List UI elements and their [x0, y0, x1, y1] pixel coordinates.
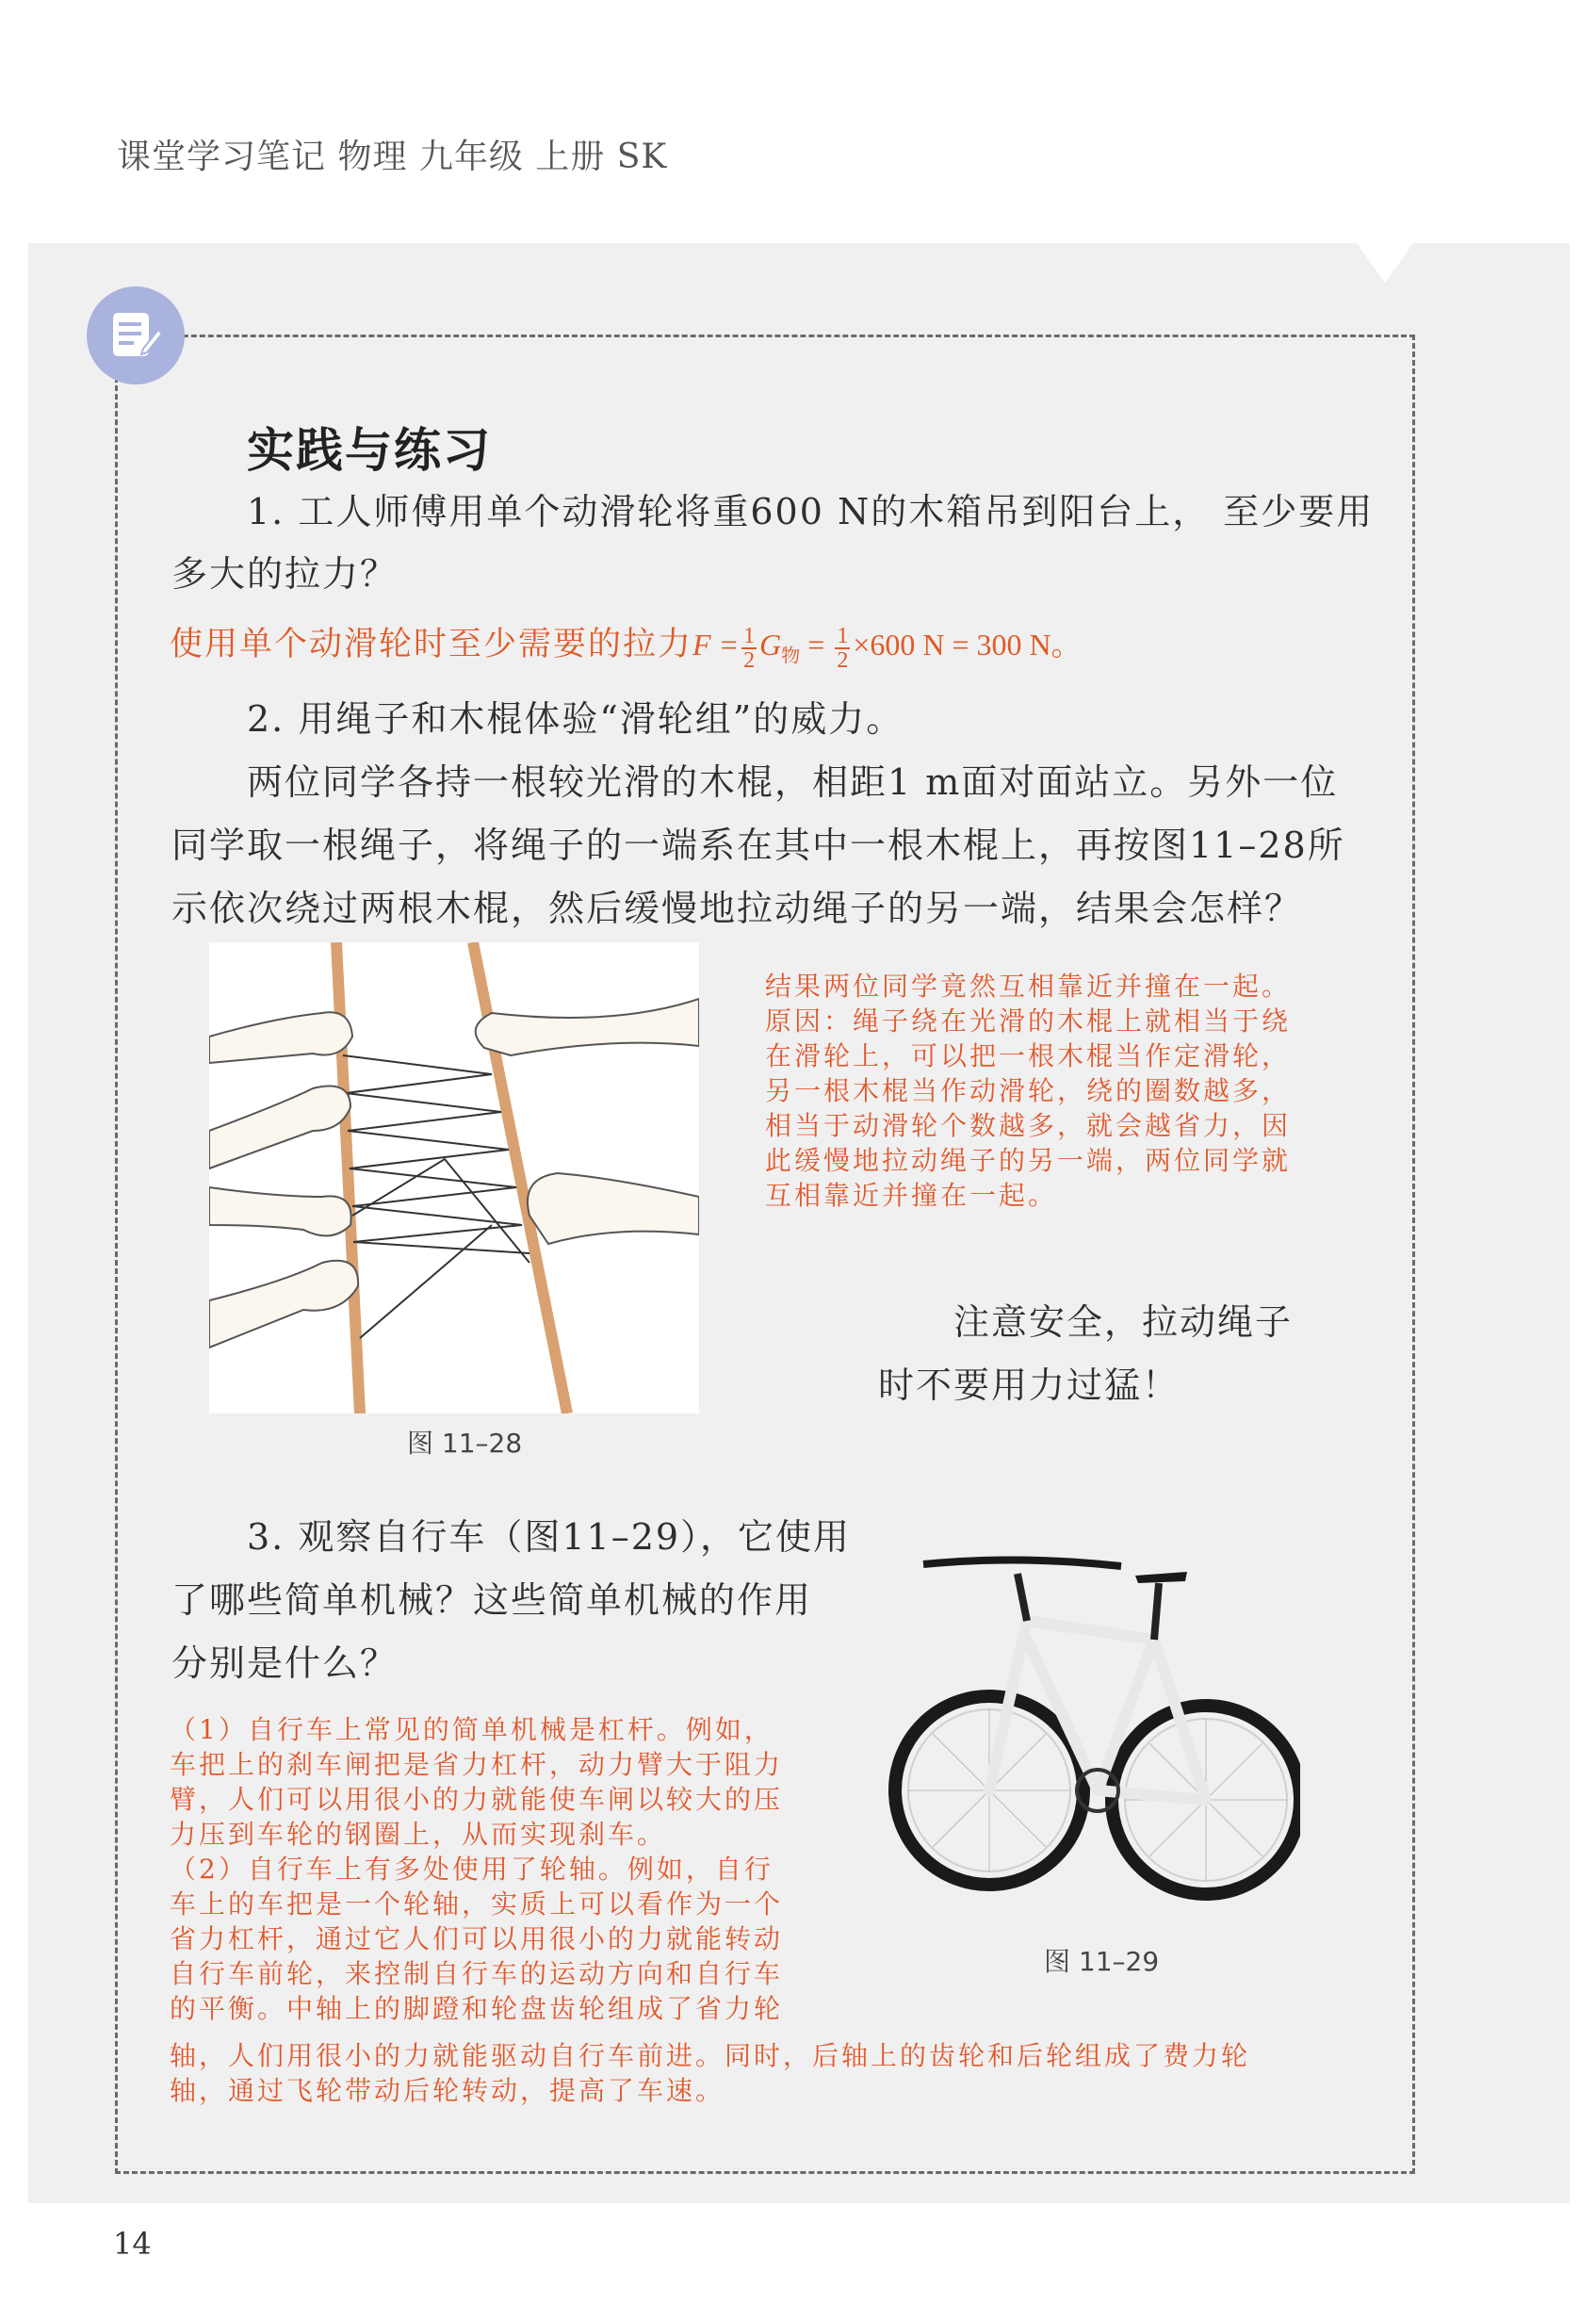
- question-3-line-2: 了哪些简单机械？这些简单机械的作用: [171, 1579, 813, 1621]
- safety-note-line-1: 注意安全，拉动绳子: [953, 1301, 1294, 1343]
- question-2-line-1: 2. 用绳子和木棍体验“滑轮组”的威力。: [247, 698, 904, 740]
- page-header: 课堂学习笔记 物理 九年级 上册 SK: [117, 138, 668, 176]
- answer-2-line: 结果两位同学竟然互相靠近并撞在一起。: [765, 971, 1292, 1002]
- page-number: 14: [113, 2226, 152, 2262]
- question-2-line-4: 示依次绕过两根木棍，然后缓慢地拉动绳子的另一端，结果会怎样？: [171, 888, 1303, 929]
- answer-3: [170, 1712, 783, 2026]
- figure-caption-11-28: 图 11–28: [407, 1428, 523, 1459]
- answer-2-line: 相当于动滑轮个数越多，就会越省力，因: [765, 1110, 1292, 1141]
- answer-2-line: 此缓慢地拉动绳子的另一端，两位同学就: [765, 1145, 1292, 1176]
- formula-force: F =: [692, 628, 740, 662]
- answer-3-line: 轴，通过飞轮带动后轮转动，提高了车速。: [170, 2075, 725, 2106]
- question-1-line-1: 1. 工人师傅用单个动滑轮将重600 N的木箱吊到阳台上， 至少要用: [247, 491, 1375, 532]
- sticks-rope-illustration: [209, 942, 699, 1413]
- question-2-line-2: 两位同学各持一根较光滑的木棍，相距1 m面对面站立。另外一位: [247, 761, 1339, 803]
- answer-3-continued: [170, 2038, 1250, 2108]
- answer-3-line: 臂，人们可以用很小的力就能使车闸以较大的压: [170, 1784, 784, 1815]
- question-3-line-1: 3. 观察自行车（图11–29），它使用: [247, 1516, 852, 1558]
- answer-3-line: 车上的车把是一个轮轴，实质上可以看作为一个: [170, 1888, 784, 1920]
- answer-3-line: 省力杠杆，通过它人们可以用很小的力就能转动: [170, 1923, 784, 1954]
- figure-caption-11-29: 图 11–29: [1044, 1946, 1160, 1977]
- fraction-numerator-2: 1: [837, 623, 849, 648]
- fraction-denominator: 2: [743, 647, 756, 673]
- safety-note-line-2: 时不要用力过猛！: [878, 1364, 1181, 1406]
- answer-2-line: 互相靠近并撞在一起。: [765, 1180, 1058, 1211]
- bicycle-photo: [886, 1517, 1300, 1922]
- answer-2-line: 另一根木棍当作动滑轮，绕的圈数越多，: [765, 1075, 1292, 1106]
- answer-3-line: （1）自行车上常见的简单机械是杠杆。例如，: [170, 1714, 774, 1745]
- question-1-line-2: 多大的拉力？: [171, 553, 399, 595]
- panel-notch: [1357, 243, 1413, 283]
- answer-3-line: 力压到车轮的钢圈上，从而实现刹车。: [170, 1819, 667, 1850]
- answer-3-line: 车把上的刹车闸把是省力杠杆，动力臂大于阻力: [170, 1749, 784, 1780]
- formula-result: ×600 N = 300 N。: [853, 628, 1082, 662]
- answer-3-line: 自行车前轮，来控制自行车的运动方向和自行车: [170, 1958, 784, 1989]
- notebook-pen-icon: [87, 286, 185, 384]
- answer-3-line: 的平衡。中轴上的脚蹬和轮盘齿轮组成了省力轮: [170, 1993, 784, 2024]
- answer-2: [765, 969, 1291, 1213]
- answer-3-line: 轴，人们用很小的力就能驱动自行车前进。同时，后轴上的齿轮和后轮组成了费力轮: [170, 2040, 1251, 2071]
- answer-3-line: （2）自行车上有多处使用了轮轴。例如，自行: [170, 1854, 774, 1885]
- answer-1-text: 使用单个动滑轮时至少需要的拉力: [170, 626, 693, 663]
- answer-1: [170, 618, 1082, 672]
- fraction-numerator: 1: [743, 623, 756, 648]
- question-3-line-3: 分别是什么？: [171, 1642, 399, 1684]
- answer-2-line: 在滑轮上，可以把一根木棍当作定滑轮，: [765, 1040, 1292, 1071]
- formula-equals: =: [807, 628, 825, 662]
- fraction-denominator-2: 2: [837, 647, 849, 673]
- formula-gravity: G: [759, 628, 782, 662]
- question-2-line-3: 同学取一根绳子，将绳子的一端系在其中一根木棍上，再按图11–28所: [171, 825, 1345, 866]
- section-title: 实践与练习: [247, 422, 492, 478]
- formula-subscript: 物: [781, 645, 801, 667]
- answer-2-line: 原因：绳子绕在光滑的木棍上就相当于绕: [765, 1005, 1292, 1037]
